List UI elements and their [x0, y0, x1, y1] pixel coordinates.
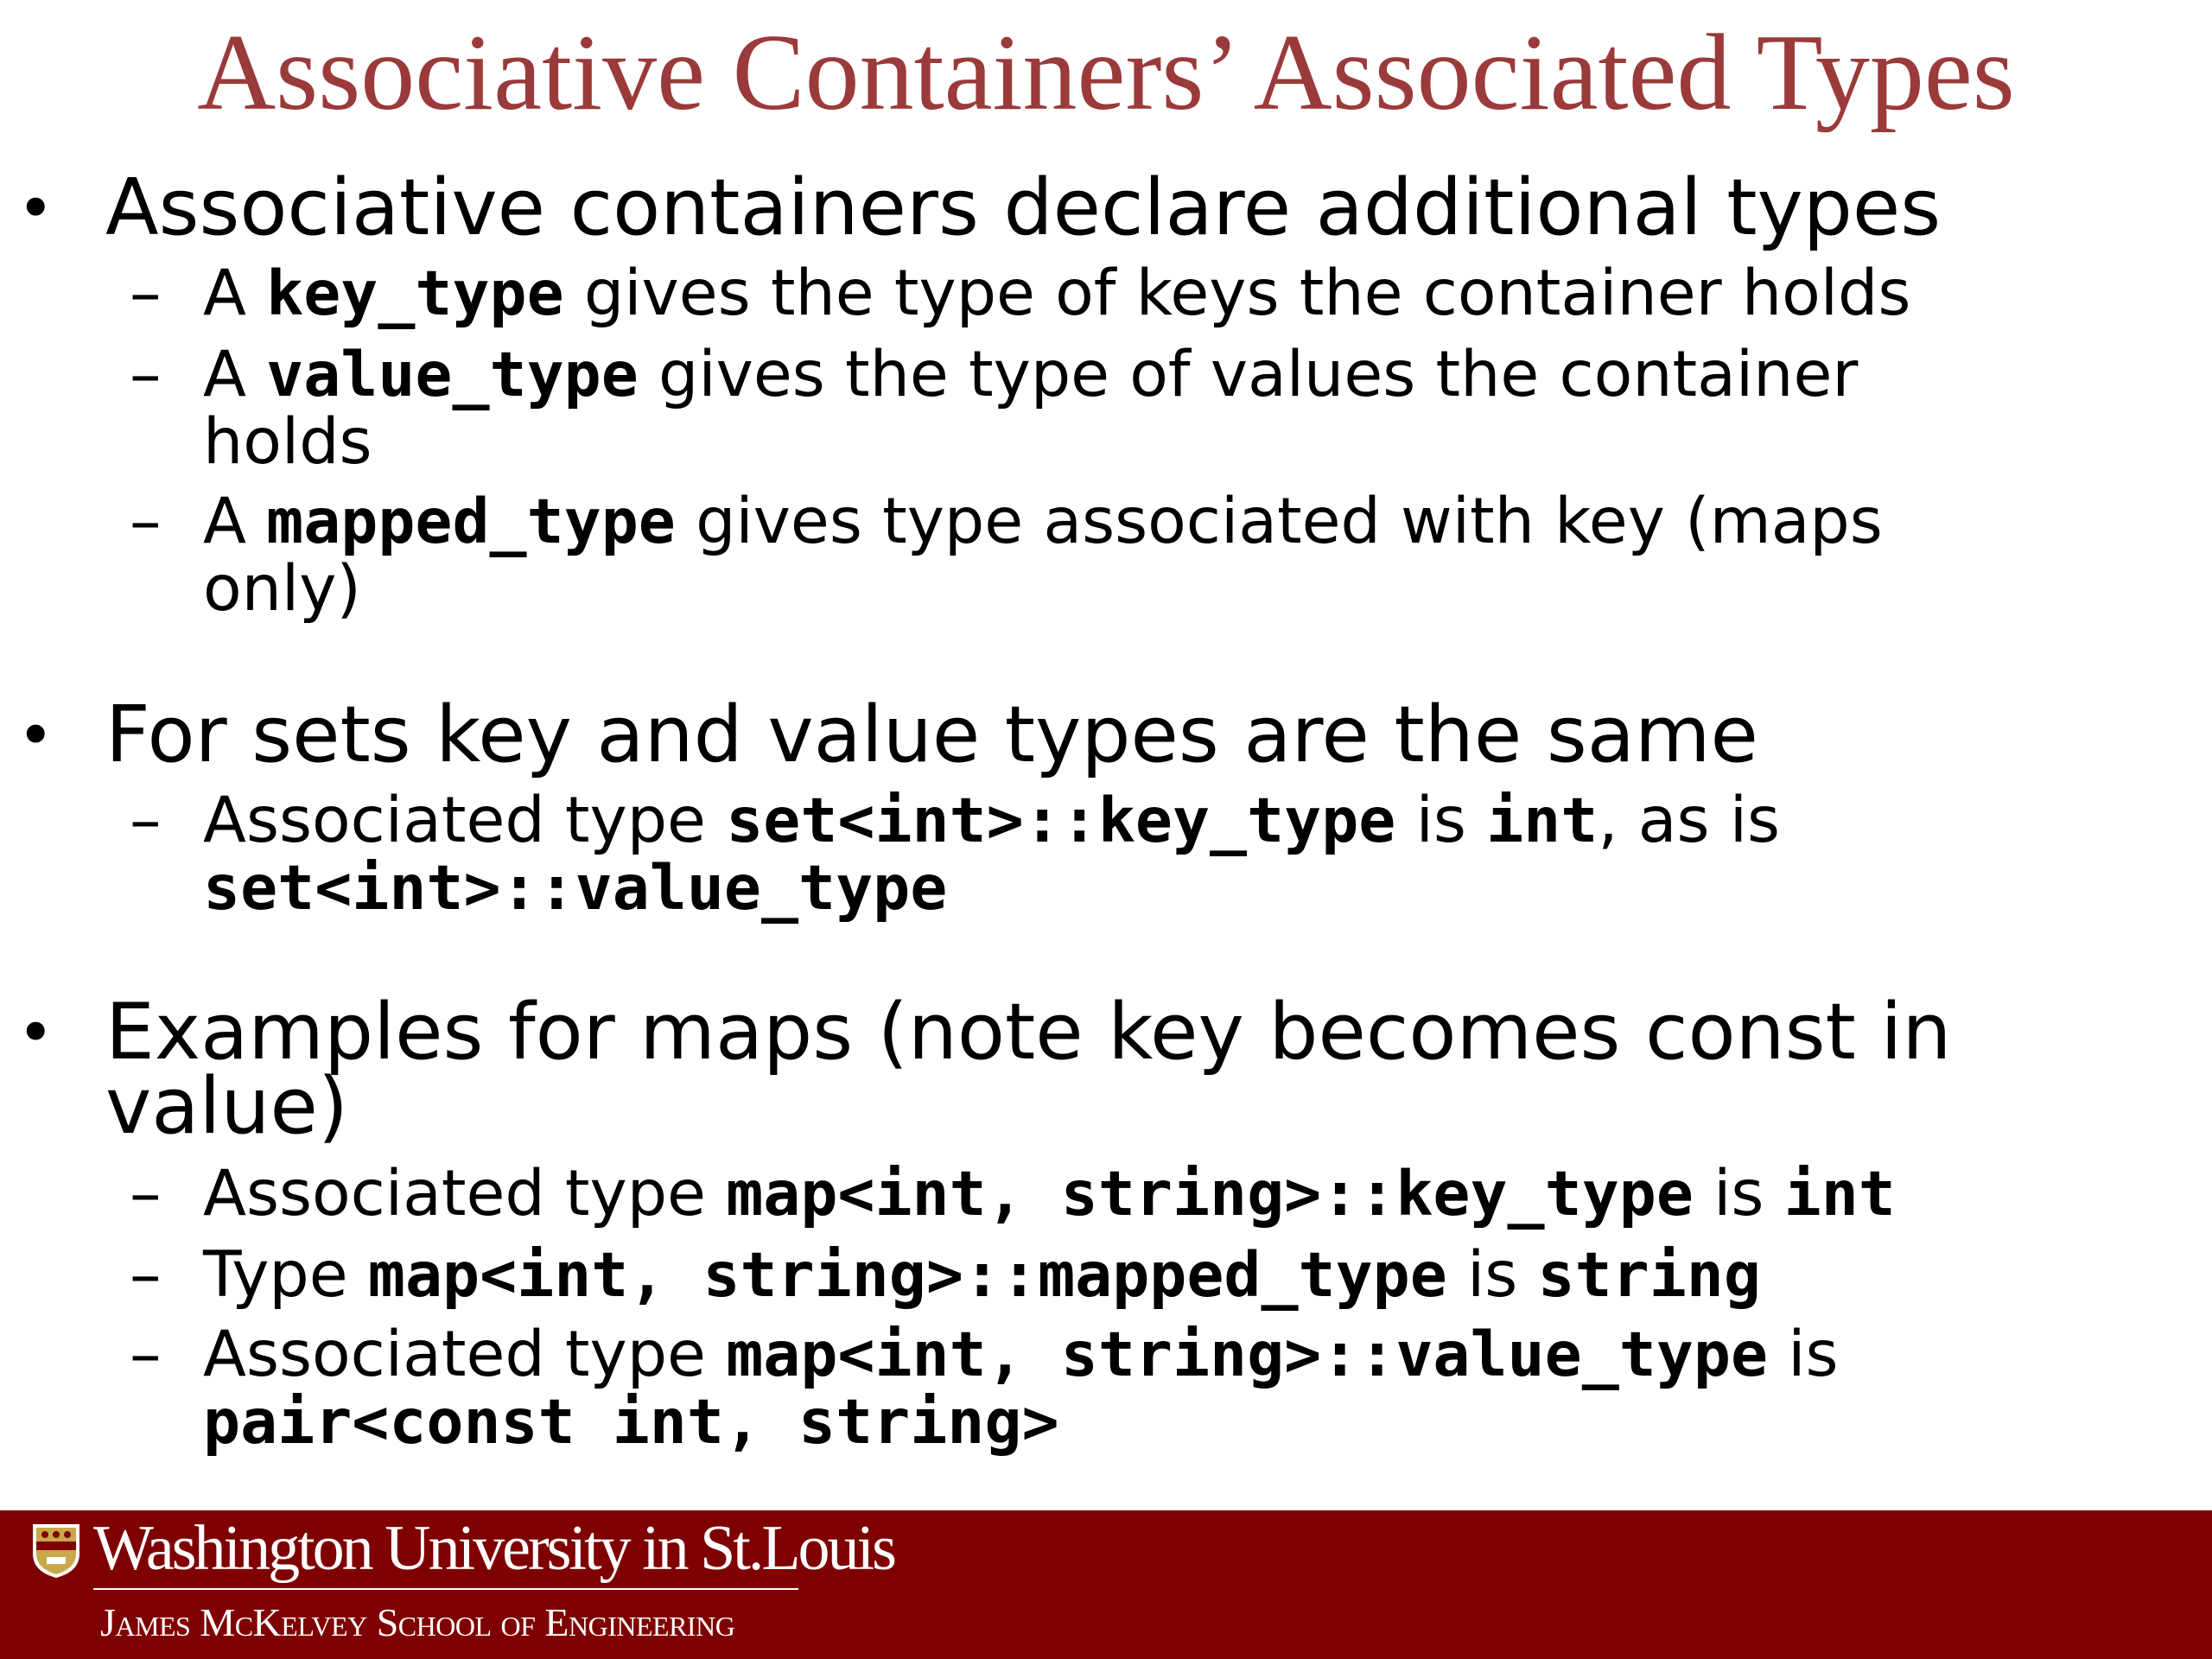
- sub-bullet-set-key-type: [203, 786, 1780, 855]
- bullet-examples-maps: Examples for maps (note key becomes const in: [105, 987, 1952, 1077]
- code-int: int: [1783, 1158, 1896, 1230]
- footer-divider: [93, 1588, 798, 1590]
- school-name: James McKelvey School of Engineering: [100, 1600, 735, 1644]
- code-int: int: [1486, 785, 1599, 856]
- code-string: string: [1537, 1239, 1761, 1311]
- code-set-key-type: set<int>::key_type: [726, 785, 1396, 856]
- sub-text: Associated type: [203, 1318, 727, 1391]
- sub-bullet-value-type: [203, 340, 1858, 410]
- sub-text: is: [1693, 1157, 1784, 1230]
- sub-bullet-mapped-type-cont: only): [203, 552, 361, 626]
- sub-text: Associated type: [203, 784, 727, 857]
- sub-text: is: [1768, 1318, 1839, 1391]
- code-mapped-type: mapped_type: [266, 486, 676, 557]
- sub-text: gives the type of keys the container holds: [563, 257, 1911, 330]
- sub-bullet-map-value-type-cont: [203, 1388, 1059, 1457]
- sub-text: Type: [203, 1238, 368, 1312]
- code-key-type: key_type: [266, 257, 564, 329]
- dash-marker: –: [130, 338, 162, 411]
- dash-marker: –: [130, 1318, 162, 1391]
- code-map-mapped-type: map<int, string>::mapped_type: [367, 1239, 1447, 1311]
- bullet-associative-containers: Associative containers declare additional types: [105, 162, 1942, 253]
- sub-text: A: [203, 485, 267, 558]
- sub-text: is: [1446, 1238, 1538, 1312]
- code-value-type: value_type: [266, 339, 639, 410]
- dash-marker: –: [130, 1157, 162, 1230]
- sub-bullet-map-value-type: [203, 1320, 1839, 1389]
- code-map-value-type: map<int, string>::value_type: [726, 1319, 1769, 1390]
- sub-bullet-set-value-type-cont: [203, 854, 947, 923]
- dash-marker: –: [130, 485, 162, 558]
- bullet-marker: •: [17, 172, 54, 245]
- dash-marker: –: [130, 257, 162, 330]
- footer-bar: [0, 1510, 2212, 1659]
- dash-marker: –: [130, 1238, 162, 1312]
- code-map-key-type: map<int, string>::key_type: [726, 1158, 1694, 1230]
- slide-title: Associative Containers’ Associated Types: [197, 13, 2015, 133]
- bullet-marker: •: [17, 996, 54, 1069]
- sub-text: gives type associated with key (maps: [675, 485, 1883, 558]
- bullet-examples-maps-cont: value): [105, 1061, 348, 1152]
- bullet-sets: For sets key and value types are the same: [105, 690, 1758, 780]
- university-name: Washington University in St.Louis: [93, 1513, 894, 1584]
- sub-bullet-value-type-cont: holds: [203, 405, 372, 479]
- sub-bullet-map-mapped-type: [203, 1238, 1761, 1312]
- sub-text: is: [1395, 784, 1487, 857]
- sub-bullet-key-type: [203, 259, 1910, 328]
- sub-bullet-map-key-type: [203, 1157, 1896, 1230]
- university-crest-icon: [31, 1522, 81, 1580]
- code-set-value-type: set<int>::value_type: [203, 852, 948, 924]
- sub-bullet-mapped-type: [203, 487, 1883, 556]
- sub-text: , as is: [1598, 784, 1781, 857]
- code-pair-const-int-string: pair<const int, string>: [203, 1386, 1059, 1458]
- sub-text: gives the type of values the container: [638, 338, 1859, 411]
- sub-text: Associated type: [203, 1157, 727, 1230]
- dash-marker: –: [130, 784, 162, 857]
- sub-text: A: [203, 338, 267, 411]
- bullet-marker: •: [17, 699, 54, 772]
- sub-text: A: [203, 257, 267, 330]
